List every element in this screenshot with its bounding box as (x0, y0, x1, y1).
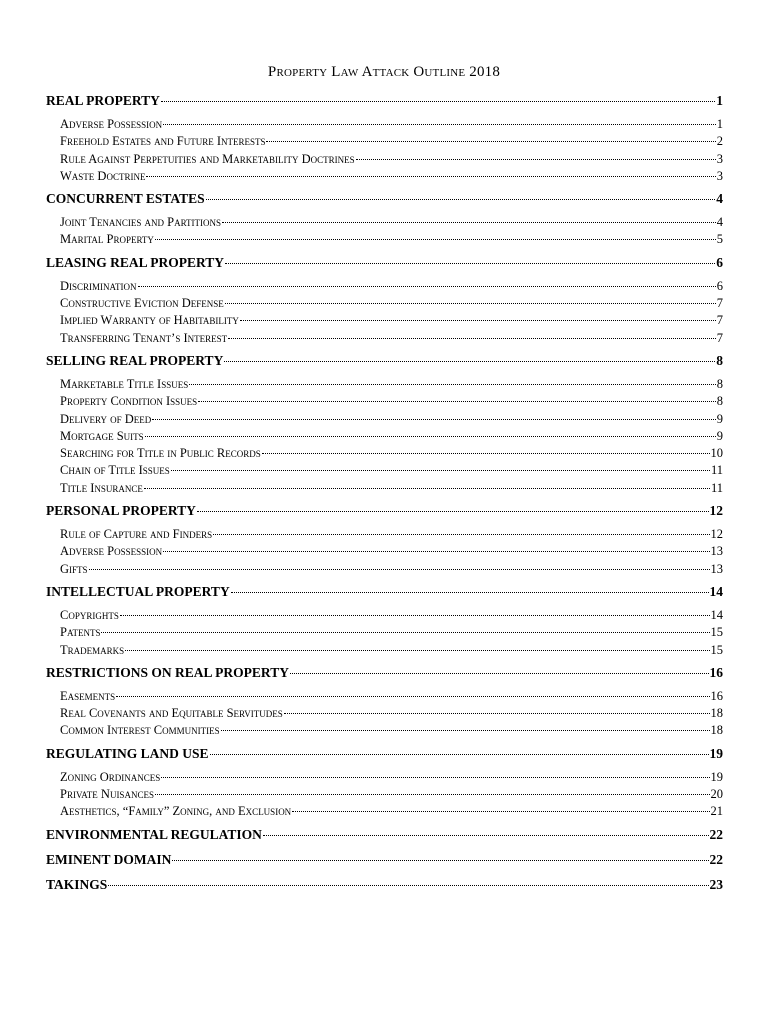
dot-leader (356, 159, 716, 160)
dot-leader (171, 470, 710, 471)
toc-subsection-title: Adverse Possession (60, 544, 163, 559)
document-title: Property Law Attack Outline 2018 (267, 64, 501, 80)
toc-section-title: CONCURRENT ESTATES (46, 191, 205, 207)
toc-page-number: 22 (709, 826, 723, 842)
dot-leader (161, 101, 715, 102)
toc-page-number: 7 (716, 296, 723, 311)
dot-leader (284, 713, 710, 714)
toc-page-number: 7 (716, 330, 723, 345)
toc-subsection-title: Joint Tenancies and Partitions (60, 215, 222, 230)
toc-subsection-title: Adverse Possession (60, 117, 163, 131)
toc-subsection-title: Searching for Title in Public Records (60, 446, 261, 461)
dot-leader (146, 176, 715, 177)
dot-leader (210, 754, 709, 755)
toc-page-number: 9 (716, 428, 723, 443)
toc-subsection-title: Patents (60, 625, 101, 640)
toc-page-number: 16 (710, 688, 723, 703)
dot-leader (266, 141, 715, 142)
toc-page-number: 2 (716, 134, 723, 149)
toc-subsection-entry[interactable] (46, 168, 723, 185)
dot-leader (116, 696, 709, 697)
toc-subsection-title: Delivery of Deed (60, 411, 152, 426)
toc-subsection-entry[interactable] (46, 133, 723, 150)
toc-page-number: 3 (716, 151, 723, 166)
toc-subsection-entry[interactable] (46, 786, 723, 803)
toc-section-entry[interactable] (46, 502, 723, 520)
dot-leader (198, 401, 716, 402)
toc-page-number: 16 (709, 664, 723, 680)
toc-section-title: ENVIRONMENTAL REGULATION (46, 826, 262, 842)
dot-leader (120, 615, 710, 616)
toc-subsection-title: Gifts (60, 561, 88, 576)
dot-leader (206, 199, 716, 200)
toc-subsection-entry[interactable] (46, 688, 723, 705)
toc-page-number: 11 (710, 463, 723, 478)
toc-subsection-entry[interactable] (46, 722, 723, 739)
dot-leader (222, 222, 716, 223)
toc-page-number: 19 (710, 769, 723, 784)
toc-subsection-entry[interactable] (46, 803, 723, 820)
toc-section-entry[interactable] (46, 352, 723, 370)
toc-subsection-title: Transferring Tenant’s Interest (60, 330, 228, 345)
toc-subsection-entry[interactable] (46, 445, 723, 462)
toc-page-number: 19 (709, 745, 723, 761)
toc-subsection-entry[interactable] (46, 705, 723, 722)
toc-section-title: LEASING REAL PROPERTY (46, 254, 225, 270)
toc-subsection-entry[interactable] (46, 376, 723, 393)
toc-subsection-title: Chain of Title Issues (60, 463, 170, 478)
toc-page-number: 18 (710, 706, 723, 721)
dot-leader (144, 488, 710, 489)
toc-subsection-title: Aesthetics, “Family” Zoning, and Exclusion (60, 804, 292, 819)
toc-page-number: 1 (716, 117, 723, 131)
toc-page-number: 13 (710, 544, 723, 559)
toc-section-entry[interactable] (46, 92, 723, 110)
toc-page-number: 10 (710, 446, 723, 461)
toc-section-entry[interactable] (46, 826, 723, 844)
toc-subsection-title: Marketable Title Issues (60, 376, 189, 391)
toc-subsection-entry[interactable] (46, 428, 723, 445)
toc-page-number: 22 (709, 851, 723, 867)
toc-page-number: 8 (716, 352, 723, 368)
toc-subsection-entry[interactable] (46, 561, 723, 578)
dot-leader (152, 419, 715, 420)
toc-section-entry[interactable] (46, 254, 723, 272)
dot-leader (155, 239, 716, 240)
toc-subsection-title: Real Covenants and Equitable Servitudes (60, 706, 283, 721)
dot-leader (89, 569, 710, 570)
dot-leader (125, 650, 709, 651)
toc-page-number: 5 (716, 232, 723, 247)
dot-leader (263, 835, 709, 836)
dot-leader (221, 730, 710, 731)
toc-page-number: 21 (710, 804, 723, 819)
dot-leader (101, 632, 709, 633)
toc-page-number: 3 (716, 168, 723, 183)
toc-subsection-title: Waste Doctrine (60, 168, 146, 183)
toc-page-number: 7 (716, 313, 723, 328)
toc-subsection-entry[interactable] (46, 624, 723, 641)
toc-subsection-title: Discrimination (60, 278, 137, 293)
toc-subsection-title: Property Condition Issues (60, 394, 198, 409)
toc-page-number: 9 (716, 411, 723, 426)
toc-page-number: 23 (709, 876, 723, 892)
toc-subsection-title: Trademarks (60, 642, 125, 657)
table-of-contents (46, 92, 723, 901)
toc-subsection-title: Freehold Estates and Future Interests (60, 134, 266, 149)
toc-page-number: 15 (710, 625, 723, 640)
toc-subsection-entry[interactable] (46, 642, 723, 659)
toc-subsection-entry[interactable] (46, 151, 723, 168)
toc-subsection-title: Copyrights (60, 607, 119, 622)
toc-subsection-entry[interactable] (46, 231, 723, 248)
toc-page-number: 4 (716, 215, 723, 230)
dot-leader (231, 592, 709, 593)
dot-leader (108, 885, 708, 886)
toc-subsection-title: Constructive Eviction Defense (60, 296, 224, 311)
toc-subsection-title: Private Nuisances (60, 787, 154, 802)
dot-leader (213, 534, 709, 535)
dot-leader (228, 338, 716, 339)
toc-subsection-entry[interactable] (46, 462, 723, 479)
toc-subsection-entry[interactable] (46, 526, 723, 543)
toc-subsection-entry[interactable] (46, 330, 723, 347)
dot-leader (240, 320, 716, 321)
toc-section-entry[interactable] (46, 876, 723, 894)
toc-page-number: 20 (710, 787, 723, 802)
toc-subsection-title: Implied Warranty of Habitability (60, 313, 239, 328)
dot-leader (138, 286, 716, 287)
dot-leader (145, 436, 716, 437)
toc-page-number: 6 (716, 278, 723, 293)
dot-leader (290, 673, 709, 674)
toc-section-title: PERSONAL PROPERTY (46, 503, 196, 519)
toc-page-number: 4 (716, 191, 723, 207)
toc-section-title: REAL PROPERTY (46, 93, 160, 108)
toc-section-entry[interactable] (46, 745, 723, 763)
dot-leader (172, 860, 708, 861)
toc-section-title: INTELLECTUAL PROPERTY (46, 583, 230, 599)
toc-subsection-entry[interactable] (46, 312, 723, 329)
toc-section-entry[interactable] (46, 664, 723, 682)
toc-section-title: RESTRICTIONS ON REAL PROPERTY (46, 664, 289, 680)
toc-subsection-entry[interactable] (46, 543, 723, 560)
toc-section-entry[interactable] (46, 190, 723, 208)
toc-page-number: 12 (710, 527, 723, 542)
toc-page-number: 13 (710, 561, 723, 576)
toc-subsection-entry[interactable] (46, 607, 723, 624)
toc-subsection-entry[interactable] (46, 116, 723, 133)
toc-page-number: 14 (710, 607, 723, 622)
dot-leader (155, 794, 710, 795)
toc-subsection-title: Easements (60, 688, 116, 703)
toc-subsection-title: Rule Against Perpetuities and Marketability Doctrines (60, 151, 355, 166)
dot-leader (163, 124, 716, 125)
toc-subsection-title: Zoning Ordinances (60, 769, 161, 784)
toc-subsection-entry[interactable] (46, 295, 723, 312)
toc-page-number: 14 (709, 583, 723, 599)
toc-subsection-entry[interactable] (46, 393, 723, 410)
toc-subsection-title: Rule of Capture and Finders (60, 527, 213, 542)
toc-subsection-title: Title Insurance (60, 480, 143, 495)
toc-subsection-entry[interactable] (46, 214, 723, 231)
toc-page-number: 1 (716, 93, 723, 108)
dot-leader (262, 453, 710, 454)
dot-leader (225, 263, 715, 264)
dot-leader (189, 384, 716, 385)
toc-subsection-entry[interactable] (46, 278, 723, 295)
toc-subsection-title: Common Interest Communities (60, 723, 220, 738)
dot-leader (161, 777, 709, 778)
toc-page-number: 12 (709, 503, 723, 519)
toc-section-title: REGULATING LAND USE (46, 745, 209, 761)
dot-leader (197, 511, 709, 512)
toc-section-entry[interactable] (46, 583, 723, 601)
toc-page-number: 8 (716, 376, 723, 391)
dot-leader (163, 551, 709, 552)
toc-page-number: 18 (710, 723, 723, 738)
toc-subsection-title: Marital Property (60, 232, 154, 247)
toc-subsection-entry[interactable] (46, 769, 723, 786)
toc-section-title: TAKINGS (46, 876, 108, 892)
toc-page-number: 8 (716, 394, 723, 409)
dot-leader (224, 361, 715, 362)
toc-subsection-title: Mortgage Suits (60, 428, 144, 443)
toc-section-title: EMINENT DOMAIN (46, 851, 172, 867)
toc-section-entry[interactable] (46, 851, 723, 869)
toc-subsection-entry[interactable] (46, 480, 723, 497)
toc-page-number: 15 (710, 642, 723, 657)
toc-subsection-entry[interactable] (46, 411, 723, 428)
dot-leader (225, 303, 716, 304)
dot-leader (292, 811, 709, 812)
toc-page-number: 11 (710, 480, 723, 495)
toc-section-title: SELLING REAL PROPERTY (46, 352, 224, 368)
toc-page-number: 6 (716, 254, 723, 270)
